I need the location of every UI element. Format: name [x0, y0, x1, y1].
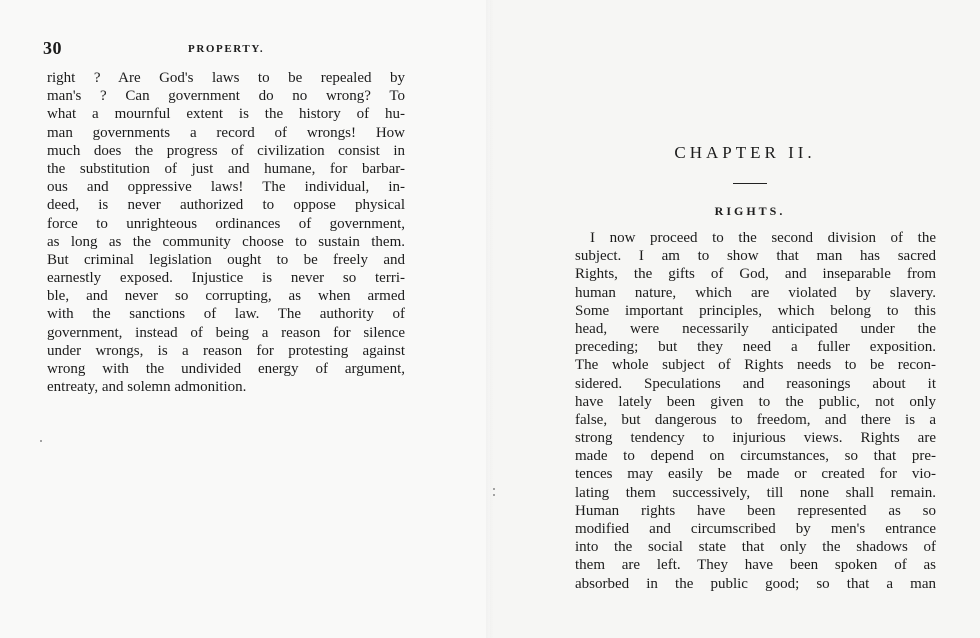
- paper-speck: [493, 488, 495, 490]
- text-line: Rights, the gifts of God, and inseparable from: [575, 266, 936, 283]
- text-line: entreaty, and solemn admonition.: [47, 379, 247, 396]
- text-line: as long as the community choose to sustain them.: [47, 233, 405, 250]
- text-line: I now proceed to the second division of the: [590, 230, 936, 246]
- text-line: earnestly exposed. Injustice is never so terri-: [47, 270, 405, 287]
- text-line: have lately been given to the public, not only: [575, 393, 936, 410]
- text-line: man's ? Can government do no wrong? To: [47, 88, 405, 105]
- heading-rule: [733, 183, 767, 184]
- text-line: deed, is never authorized to oppose physical: [47, 197, 405, 214]
- text-line: lating them successively, till none shall remain.: [575, 484, 936, 501]
- text-line: tences may easily be made or created for vio-: [575, 466, 936, 483]
- text-line: ble, and never so corrupting, as when armed: [47, 288, 405, 305]
- text-line: into the social state that only the shadows of: [575, 539, 936, 556]
- text-line: sidered. Speculations and reasonings about it: [575, 375, 936, 392]
- text-line: with the sanctions of law. The authority of: [47, 306, 405, 323]
- section-heading: RIGHTS.: [714, 204, 786, 218]
- left-page-body: [47, 69, 405, 396]
- text-line: The whole subject of Rights needs to be recon-: [575, 357, 936, 374]
- text-line: preceding; but they need a fuller exposition.: [575, 339, 936, 356]
- text-line: made to depend on circumstances, so that pre-: [575, 448, 936, 465]
- text-line: subject. I am to show that man has sacred: [575, 248, 936, 265]
- text-line: Human rights have been represented as so: [575, 502, 936, 519]
- text-line: false, but dangerous to freedom, and there is a: [575, 411, 936, 428]
- text-line: absorbed in the public good; so that a man: [575, 575, 936, 592]
- paper-speck: [40, 440, 42, 442]
- text-line: modified and circumscribed by men's entrance: [575, 521, 936, 537]
- paper-speck: [493, 494, 495, 496]
- text-line: right ? Are God's laws to be repealed by: [47, 70, 405, 86]
- text-line: what a mournful extent is the history of hu-: [47, 106, 405, 123]
- book-gutter: [486, 0, 494, 638]
- text-line: the substitution of just and humane, for barbar-: [47, 160, 405, 177]
- text-line: much does the progress of civilization consist in: [47, 142, 405, 159]
- text-line: strong tendency to injurious views. Rights are: [575, 430, 936, 447]
- page-number: 30: [43, 38, 62, 58]
- text-line: But criminal legislation ought to be freely and: [47, 251, 405, 268]
- text-line: head, were necessarily anticipated under the: [575, 320, 936, 337]
- text-line: Some important principles, which belong to this: [575, 302, 936, 319]
- text-line: man governments a record of wrongs! How: [47, 124, 405, 141]
- text-line: government, instead of being a reason for silence: [47, 324, 405, 341]
- text-line: them are left. They have been spoken of as: [575, 557, 936, 574]
- text-line: wrong with the undivided energy of argument,: [47, 361, 405, 377]
- right-page-body: [575, 229, 936, 593]
- chapter-heading: CHAPTER II.: [674, 143, 816, 162]
- text-line: force to unrighteous ordinances of government,: [47, 215, 405, 232]
- text-line: ous and oppressive laws! The individual, in-: [47, 179, 405, 196]
- text-line: under wrongs, is a reason for protesting against: [47, 342, 405, 359]
- running-head: PROPERTY.: [188, 43, 265, 55]
- text-line: human nature, which are violated by slavery.: [575, 284, 936, 301]
